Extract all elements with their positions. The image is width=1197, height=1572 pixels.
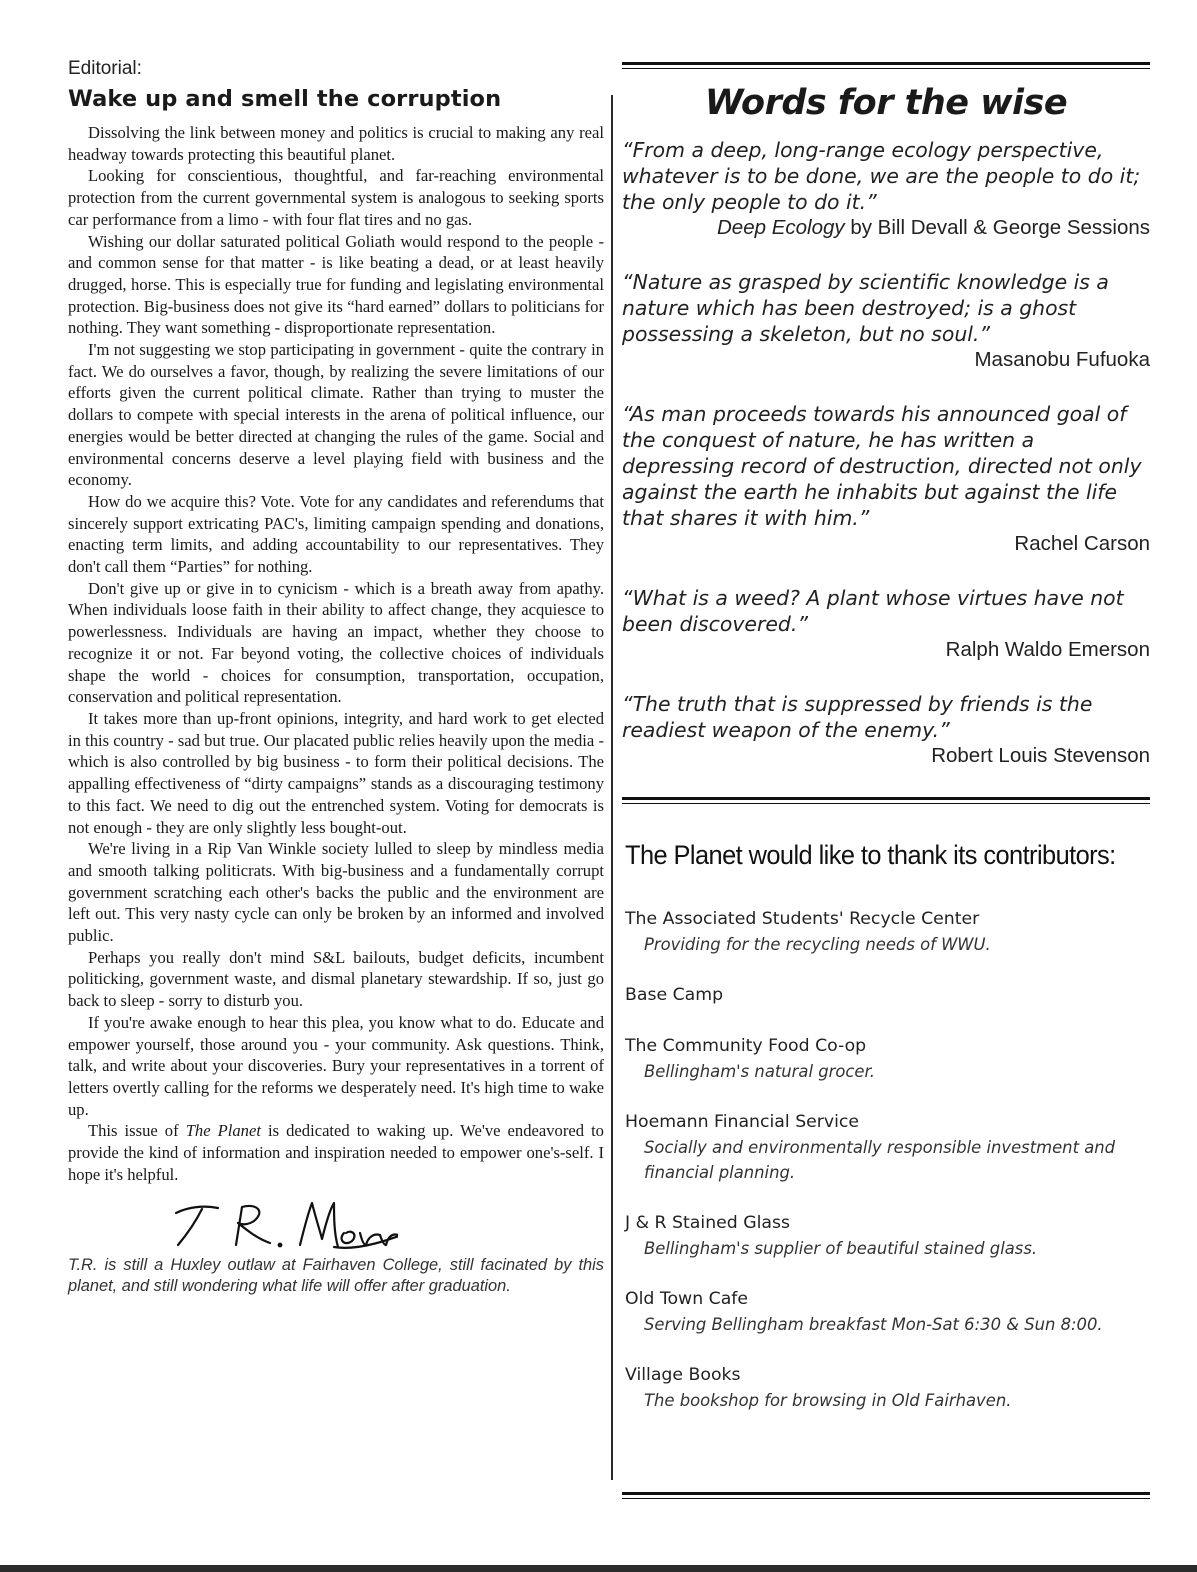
quote-author: Rachel Carson (1014, 532, 1150, 555)
column-divider (611, 95, 613, 1480)
editorial-paragraph-last (68, 1120, 604, 1185)
editorial-body (68, 122, 604, 1185)
quote-text: “Nature as grasped by scientific knowledge is a nature which has been destroyed; is a ghost possessing a skeleton, but no soul.” (622, 270, 1109, 346)
signature-drawing (68, 1189, 398, 1255)
middle-rule (622, 797, 1150, 806)
editorial-paragraph: How do we acquire this? Vote. Vote for any candidates and referendums that sincerely support extricating PAC's, limiting campaign spending and donations, enacting term limits, and adding accountability to our representatives. They don't call them “Parties” for nothing. (68, 491, 604, 577)
contributor-item (622, 983, 1150, 1008)
quote-text: “What is a weed? A plant whose virtues have not been discovered.” (622, 586, 1124, 636)
contributor-item (622, 1363, 1150, 1413)
quote-author: Robert Louis Stevenson (931, 744, 1150, 767)
words-for-the-wise-title: Words for the wise (704, 83, 1068, 123)
right-column (622, 62, 1150, 1439)
bottom-rule (622, 1492, 1150, 1501)
contributor-name: Hoemann Financial Service (625, 1112, 860, 1132)
last-paragraph-end: is dedicated to waking up. We've endeavored to provide the kind of information and inspiration needed to empower one's-self. I hope it's helpful. (68, 1121, 604, 1184)
editorial-paragraph: We're living in a Rip Van Winkle society lulled to sleep by mindless media and smooth talking politicrats. With big-business and a fundamentally corrupt government scratching each other's backs the public and the environment are left out. This very nasty cycle can only be broken by an informed and involved public. (68, 839, 604, 946)
editorial-paragraph: Wishing our dollar saturated political Goliath would respond to the people - and common sense for that matter - is like beating a dead, or at least heavily drugged, horse. This is especially true for funding and legislating environmental protection. Big-business does not give its “hard earned” dollars to politicians for nothing. They want something - disproportionate representation. (68, 231, 604, 338)
editorial-kicker: Editorial: (68, 58, 142, 79)
quote-text: “From a deep, long-range ecology perspective, whatever is to be done, we are the people to do it; the only people to do it.” (622, 138, 1141, 214)
contributors-title: The Planet would like to thank its contributors: (625, 840, 1116, 870)
contributor-item (622, 1110, 1150, 1185)
quote-item (622, 269, 1150, 373)
quote-author: by Bill Devall & George Sessions (844, 216, 1150, 239)
editorial-paragraph: If you're awake enough to hear this plea, you know what to do. Educate and empower yourself, those around you - your community. Ask questions. Think, talk, and write about your discoveries. Bury your representatives in a torrent of letters overtly calling for the reforms we desperately need. It's high time to wake up. (68, 1012, 604, 1119)
quote-item (622, 137, 1150, 241)
author-signature (68, 1189, 604, 1255)
contributor-item (622, 907, 1150, 957)
quote-item (622, 585, 1150, 663)
author-bio: T.R. is still a Huxley outlaw at Fairhaven College, still facinated by this planet, and still wondering what life will offer after graduation. (68, 1256, 604, 1295)
contributor-name: Village Books (625, 1365, 741, 1385)
quote-author: Ralph Waldo Emerson (945, 638, 1150, 661)
contributor-item (622, 1211, 1150, 1261)
contributor-name: The Community Food Co-op (625, 1036, 867, 1056)
publication-name: The Planet (185, 1121, 261, 1141)
book-title: Deep Ecology (717, 216, 845, 239)
last-paragraph-start: This issue of (88, 1121, 186, 1141)
editorial-paragraph: Perhaps you really don't mind S&L bailouts, budget deficits, incumbent politicking, government waste, and dismal planetary stewardship. If so, just go back to sleep - sorry to disturb you. (68, 947, 604, 1011)
contributor-name: The Associated Students' Recycle Center (625, 909, 980, 929)
page-bottom-edge (0, 1565, 1197, 1572)
quote-attribution (622, 215, 1150, 241)
editorial-paragraph: I'm not suggesting we stop participating in government - quite the contrary in fact. We do ourselves a favor, though, by realizing the severe limitations of our efforts given the current political climate. Rather than trying to muster the dollars to compete with special interests in the arena of political influence, our energies would be better directed at changing the rules of the game. Social and environmental concerns deserve a level playing field with business and the economy. (68, 340, 604, 490)
contributor-description: Bellingham's natural grocer. (644, 1062, 875, 1081)
contributor-item (622, 1287, 1150, 1337)
contributor-name: Base Camp (625, 985, 724, 1005)
editorial-paragraph: Looking for conscientious, thoughtful, and far-reaching environmental protection from the current governmental system is analogous to seeking sports car performance from a limo - with four flat tires and no gas. (68, 166, 604, 229)
contributor-name: J & R Stained Glass (625, 1213, 791, 1233)
editorial-headline: Wake up and smell the corruption (68, 86, 502, 112)
quote-author: Masanobu Fufuoka (974, 348, 1150, 371)
contributor-item (622, 1034, 1150, 1084)
editorial-paragraph: Don't give up or give in to cynicism - which is a breath away from apathy. When individuals loose faith in their ability to affect change, they acquiesce to powerlessness. Individuals are having an impact, whether they choose to recognize it or not. Far beyond voting, the collective choices of individuals shape the world - choices for consumption, transportation, occupation, conservation and political representation. (68, 578, 604, 707)
editorial-paragraph: It takes more than up-front opinions, integrity, and hard work to get elected in this country - sad but true. Our placated public relies heavily upon the media - which is also controlled by big business - to form their political decisions. The appalling effectiveness of “dirty campaigns” stands as a discouraging testimony to this fact. We need to dig out the entrenched system. Voting for democrats is not enough - they are only slightly less bought-out. (68, 708, 604, 837)
quote-item (622, 691, 1150, 769)
contributor-description: The bookshop for browsing in Old Fairhaven. (644, 1391, 1012, 1410)
contributor-description: Serving Bellingham breakfast Mon-Sat 6:30 & Sun 8:00. (644, 1315, 1103, 1334)
contributor-name: Old Town Cafe (625, 1289, 749, 1309)
contributor-description: Bellingham's supplier of beautiful stained glass. (644, 1239, 1038, 1258)
quote-item (622, 401, 1150, 557)
top-rule (622, 62, 1150, 71)
editorial-column (68, 58, 604, 1296)
quote-text: “The truth that is suppressed by friends is the readiest weapon of the enemy.” (622, 692, 1093, 742)
quote-text: “As man proceeds towards his announced goal of the conquest of nature, he has written a depressing record of destruction, directed not only against the earth he inhabits but against the life that shares it with him.” (622, 402, 1142, 530)
contributor-description: Socially and environmentally responsible investment and financial planning. (644, 1138, 1116, 1182)
contributor-description: Providing for the recycling needs of WWU. (644, 935, 991, 954)
editorial-paragraph: Dissolving the link between money and politics is crucial to making any real headway towards protecting this beautiful planet. (68, 123, 604, 164)
